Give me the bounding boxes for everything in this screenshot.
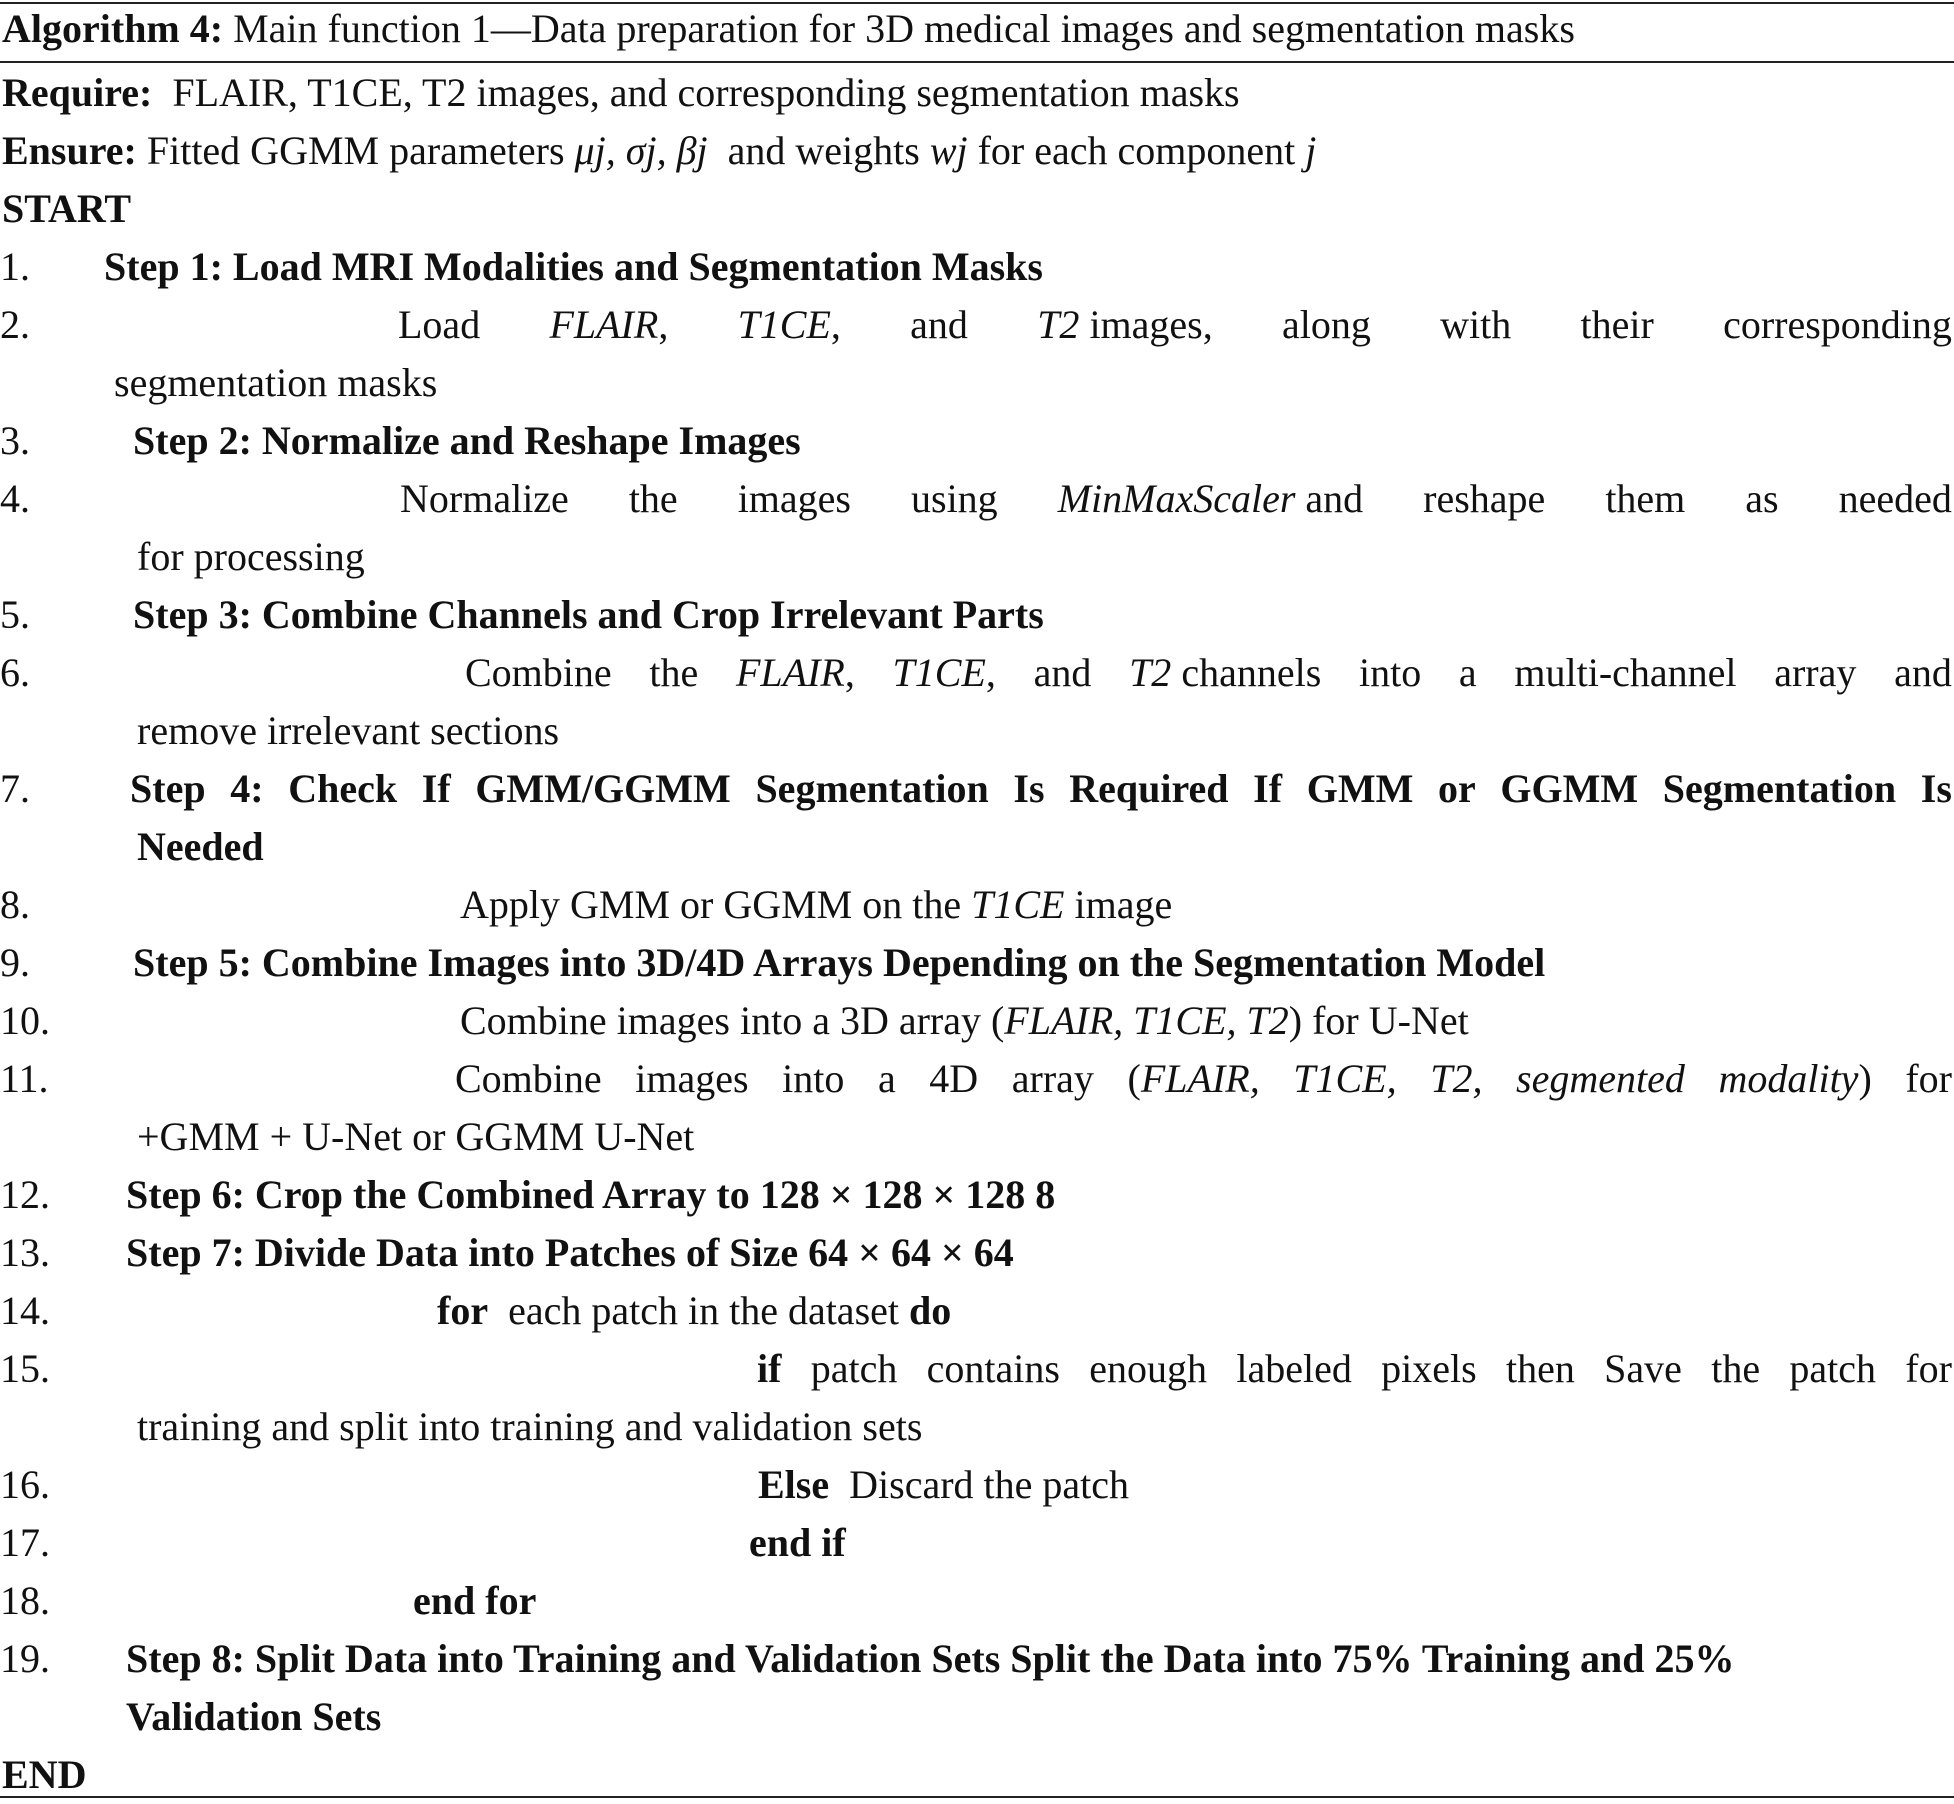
line-4-continuation: for processing — [137, 534, 365, 579]
ensure-text-3: for each component — [977, 128, 1296, 173]
algorithm-title: Main function 1—Data preparation for 3D medical images and segmentation masks — [233, 6, 1575, 51]
step-4-continuation: Needed — [137, 824, 264, 869]
line-number: 19. — [0, 1636, 50, 1681]
line-number: 4. — [0, 476, 30, 521]
line-number: 6. — [0, 650, 30, 695]
line-number: 12. — [0, 1172, 50, 1217]
line-number: 3. — [0, 418, 30, 463]
step-2-heading: Step 2: Normalize and Reshape Images — [133, 418, 801, 463]
end-keyword: END — [2, 1752, 87, 1797]
for-keyword: for — [437, 1288, 489, 1333]
end-for-keyword: end for — [413, 1578, 537, 1623]
step-3-heading: Step 3: Combine Channels and Crop Irrelevant Parts — [133, 592, 1044, 637]
line-number: 5. — [0, 592, 30, 637]
step-5-heading: Step 5: Combine Images into 3D/4D Arrays Depending on the Segmentation Model — [133, 940, 1546, 985]
if-line: if patch contains enough labeled pixels then Save the patch for — [757, 1340, 1952, 1398]
algorithm-label: Algorithm 4: — [2, 6, 224, 51]
line-8-text: Apply GMM or GGMM on the T1CE image — [460, 882, 1173, 927]
else-line: Else Discard the patch — [758, 1462, 1130, 1507]
ensure-line — [2, 122, 1316, 180]
do-keyword: do — [909, 1288, 952, 1333]
end-if-keyword: end if — [749, 1520, 846, 1565]
line-number: 8. — [0, 882, 30, 927]
ensure-params: μj, σj, βj — [574, 128, 708, 173]
ensure-text-2: and weights — [727, 128, 920, 173]
line-number: 7. — [0, 766, 30, 811]
step-4-heading: Step 4: Check If GMM/GGMM Segmentation Is Required If GMM or GGMM Segmentation Is — [130, 766, 1952, 811]
line-11-text: Combine images into a 4D array (FLAIR, T1CE, T2, segmented modality) for — [455, 1056, 1952, 1101]
line-number: 2. — [0, 302, 30, 347]
if-line-continuation: training and split into training and validation sets — [137, 1404, 923, 1449]
line-number: 1. — [0, 244, 30, 289]
line-number: 13. — [0, 1230, 50, 1275]
start-keyword: START — [2, 186, 132, 231]
step-8-continuation: Validation Sets — [126, 1694, 382, 1739]
line-number: 17. — [0, 1520, 50, 1565]
step-8-heading: Step 8: Split Data into Training and Validation Sets Split the Data into 75% Training and 25% — [126, 1636, 1735, 1681]
require-text: FLAIR, T1CE, T2 images, and corresponding segmentation masks — [172, 70, 1240, 115]
require-label: Require: — [2, 70, 153, 115]
bottom-rule — [0, 1796, 1954, 1798]
if-keyword: if — [757, 1346, 782, 1391]
algorithm-header — [2, 0, 1575, 58]
line-6-continuation: remove irrelevant sections — [137, 708, 560, 753]
ensure-j: j — [1305, 128, 1317, 173]
line-number: 9. — [0, 940, 30, 985]
line-2-text: Load FLAIR, T1CE, and T2 images, along with their corresponding — [398, 302, 1952, 347]
ensure-text-1: Fitted GGMM parameters — [146, 128, 565, 173]
for-loop-line: for each patch in the dataset do — [437, 1288, 952, 1333]
line-number: 15. — [0, 1346, 50, 1391]
step-1-heading: Step 1: Load MRI Modalities and Segmentation Masks — [104, 244, 1043, 289]
line-number: 11. — [0, 1056, 49, 1101]
line-number: 10. — [0, 998, 50, 1043]
header-rule — [0, 61, 1954, 63]
step-6-heading: Step 6: Crop the Combined Array to 128 × 128 × 128 8 — [126, 1172, 1056, 1217]
require-line — [2, 64, 1240, 122]
step-7-heading: Step 7: Divide Data into Patches of Size 64 × 64 × 64 — [126, 1230, 1014, 1275]
ensure-label: Ensure: — [2, 128, 137, 173]
line-number: 16. — [0, 1462, 50, 1507]
line-2-continuation: segmentation masks — [114, 360, 438, 405]
line-11-continuation: +GMM + U-Net or GGMM U-Net — [137, 1114, 695, 1159]
line-number: 14. — [0, 1288, 50, 1333]
ensure-weight: wj — [929, 128, 968, 173]
line-number: 18. — [0, 1578, 50, 1623]
line-6-text: Combine the FLAIR, T1CE, and T2 channels into a multi-channel array and — [465, 650, 1952, 695]
else-keyword: Else — [758, 1462, 830, 1507]
line-10-text: Combine images into a 3D array (FLAIR, T1CE, T2) for U-Net — [460, 998, 1469, 1043]
line-4-text: Normalize the images using MinMaxScaler and reshape them as needed — [400, 476, 1952, 521]
